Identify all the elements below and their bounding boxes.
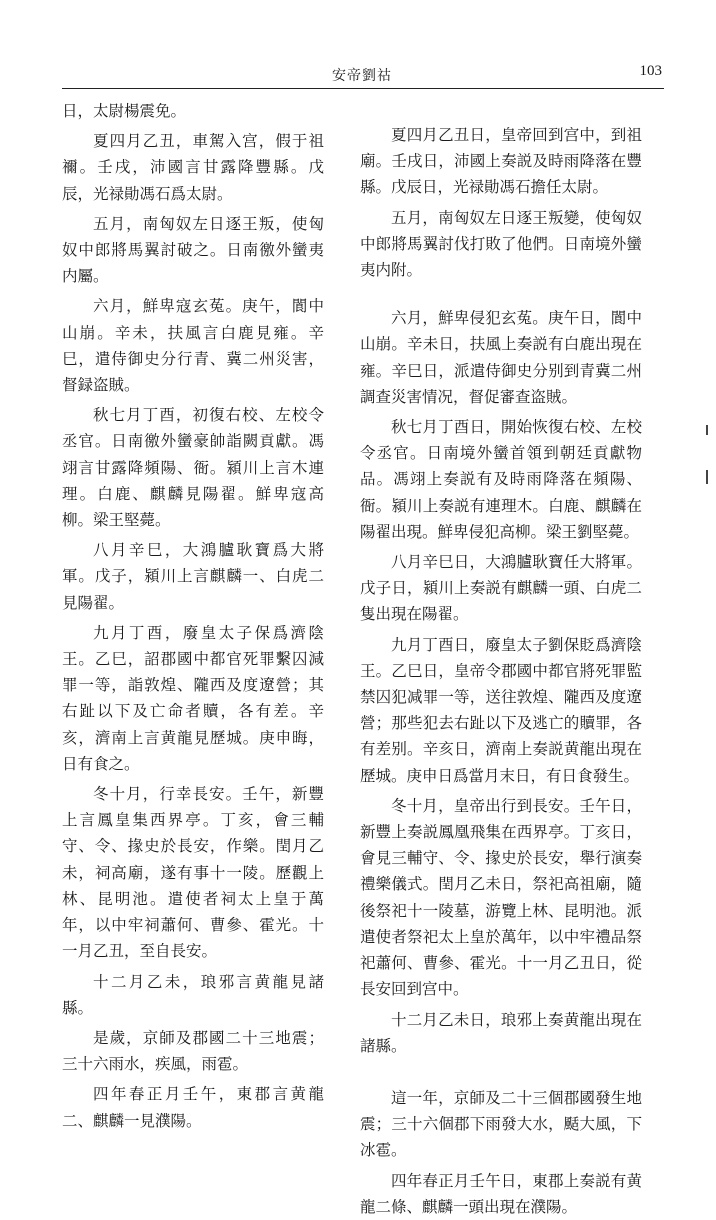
translation-paragraph: 這一年，京師及二十三個郡國發生地震；三十六個郡下雨發大水，颳大風，下冰雹。	[360, 1088, 642, 1160]
text-paragraph: 秋七月丁酉，初復右校、左校令丞官。日南徼外蠻豪帥詣闕貢獻。馮翊言甘露降頻陽、衙。潁川上言木連理。白鹿、麒麟見陽翟。鮮卑寇高柳。梁王堅薨。	[62, 406, 324, 530]
translation-column	[360, 98, 642, 1220]
text-paragraph: 十二月乙未，琅邪言黄龍見諸縣。	[62, 972, 324, 1017]
text-paragraph: 冬十月，行幸長安。壬午，新豐上言鳳皇集西界亭。丁亥，會三輔守、令、掾史於長安，作樂。閏月乙未，祠高廟，遂有事十一陵。歷觀上林、昆明池。遣使者祠太上皇于萬年，以中牢祠蕭何、曹參、霍光。十一月乙丑，至自長安。	[62, 785, 324, 961]
scan-edge-mark	[706, 470, 708, 484]
text-paragraph: 四年春正月壬午，東郡言黄龍二、麒麟一見濮陽。	[62, 1085, 324, 1130]
classical-text-column	[62, 98, 324, 1134]
translation-paragraph: 五月，南匈奴左日逐王叛變，使匈奴中郎將馬翼討伐打敗了他們。日南境外蠻夷内附。	[360, 208, 642, 280]
translation-paragraph: 六月，鮮卑侵犯玄菟。庚午日，閬中山崩。辛未日，扶風上奏説有白鹿出現在雍。辛巳日，派遣侍御史分别到青冀二州調查災害情况，督促審查盗賊。	[360, 309, 642, 406]
page-header	[62, 63, 662, 85]
scan-edge-mark	[706, 425, 708, 435]
translation-paragraph: 十二月乙未日，琅邪上奏黄龍出現在諸縣。	[360, 1010, 642, 1055]
text-paragraph: 夏四月乙丑，車駕入宫，假于祖禰。壬戌，沛國言甘露降豐縣。戊辰，光禄勛馮石爲太尉。	[62, 132, 324, 203]
translation-paragraph: 九月丁酉日，廢皇太子劉保貶爲濟陰王。乙巳日，皇帝令郡國中都官將死罪監禁囚犯减罪一等，送往敦煌、隴西及度遼營；那些犯去右趾以下及逃亡的贖罪，各有差别。辛亥日，濟南上奏説黄龍出現在歷城。庚申日爲當月末日，有日食發生。	[360, 635, 642, 785]
translation-paragraph: 夏四月乙丑日，皇帝回到宫中，到祖廟。壬戌日，沛國上奏説及時雨降落在豐縣。戊辰日，光禄勛馮石擔任太尉。	[360, 126, 642, 197]
translation-paragraph: 八月辛巳日，大鴻臚耿寶任大將軍。戊子日，潁川上奏説有麒麟一頭、白虎二隻出現在陽翟。	[360, 553, 642, 624]
translation-paragraph: 冬十月，皇帝出行到長安。壬午日，新豐上奏説鳳凰飛集在西界亭。丁亥日，會見三輔守、令、掾史於長安，舉行演奏禮樂儀式。閏月乙未日，祭祀高祖廟，隨後祭祀十一陵墓，游覽上林、昆明池。派遣使者祭祀太上皇於萬年，以中牢禮品祭祀蕭何、曹參、霍光。十一月乙丑日，從長安回到宫中。	[360, 796, 642, 999]
text-paragraph: 五月，南匈奴左日逐王叛，使匈奴中郎將馬翼討破之。日南徼外蠻夷内屬。	[62, 214, 324, 286]
translation-paragraph: 秋七月丁酉日，開始恢復右校、左校令丞官。日南境外蠻首領到朝廷貢獻物品。馮翊上奏説有及時雨降落在頻陽、衙。潁川上奏説有連理木。白鹿、麒麟在陽翟出現。鮮卑侵犯高柳。梁王劉堅薨。	[360, 418, 642, 541]
text-paragraph: 六月，鮮卑寇玄菟。庚午，閬中山崩。辛未，扶風言白鹿見雍。辛巳，遣侍御史分行青、冀二州災害，督録盗賊。	[62, 297, 324, 395]
text-paragraph: 八月辛巳，大鴻臚耿寶爲大將軍。戊子，潁川上言麒麟一、白虎二見陽翟。	[62, 541, 324, 612]
running-title: 安帝劉祜	[332, 68, 392, 84]
text-paragraph: 日，太尉楊震免。	[62, 102, 187, 120]
translation-paragraph: 四年春正月壬午日，東郡上奏説有黄龍二條、麒麟一頭出現在濮陽。	[360, 1171, 642, 1216]
text-paragraph: 是歲，京師及郡國二十三地震；三十六雨水，疾風，雨雹。	[62, 1028, 324, 1074]
page-number: 103	[639, 63, 662, 79]
header-rule	[62, 88, 664, 89]
text-paragraph: 九月丁酉，廢皇太子保爲濟陰王。乙巳，詔郡國中都官死罪繫囚減罪一等，詣敦煌、隴西及度遼營；其右趾以下及亡命者贖，各有差。辛亥，濟南上言黄龍見歷城。庚申晦，日有食之。	[62, 623, 324, 773]
